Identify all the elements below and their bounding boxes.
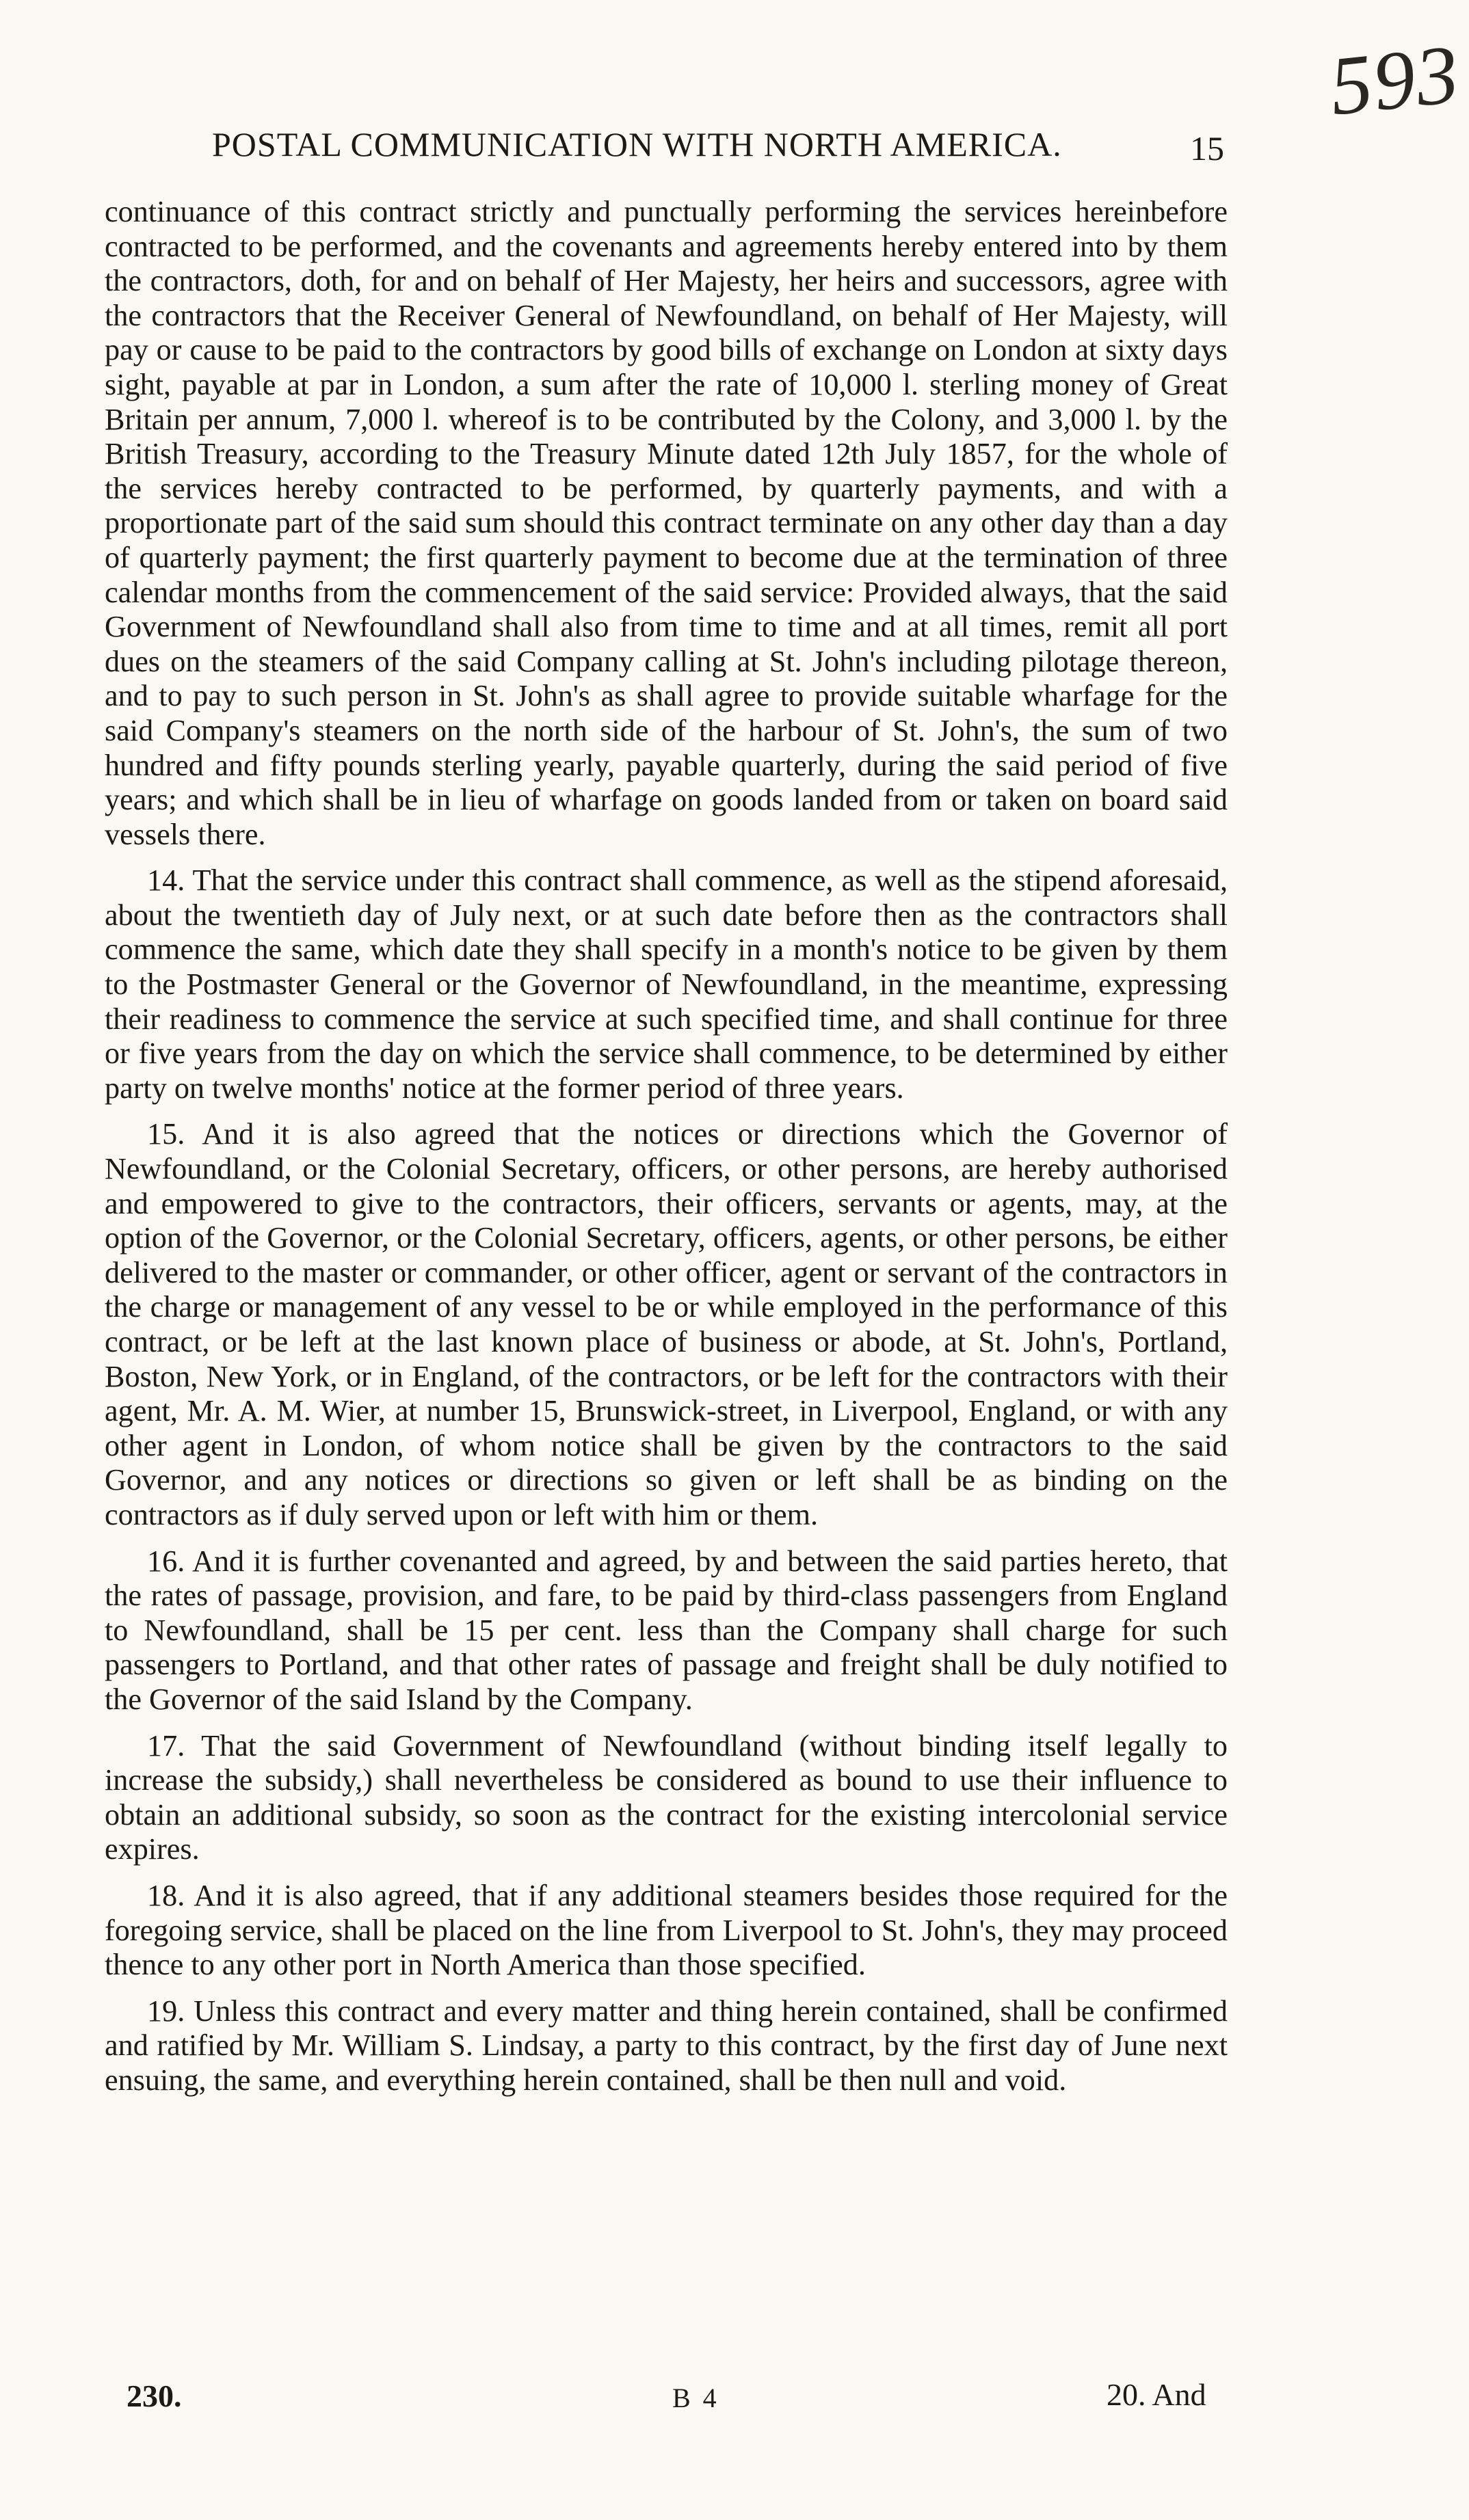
- paragraph-19: 19. Unless this contract and every matter and thing herein contained, shall be confirmed and ratified by Mr. William S. Lindsay, a party to this contract, by the first day of June next ensuing, the same, and everything herein contained, shall be then null and void.: [105, 1994, 1228, 2097]
- handwritten-folio-number: 593: [1325, 27, 1464, 133]
- paragraph-16: 16. And it is further covenanted and agreed, by and between the said parties hereto, that the rates of passage, provision, and fare, to be paid by third-class passengers from England to Newfoundland, shall be 15 per cent. less than the Company shall charge for such passengers to Portland, and that other rates of passage and freight shall be duly notified to the Governor of the said Island by the Company.: [105, 1544, 1228, 1716]
- body-text: [105, 195, 1228, 2097]
- paragraph-continuation: continuance of this contract strictly and punctually performing the services hereinbefore contracted to be performed, and the covenants and agreements hereby entered into by them the contractors, doth, for and on behalf of Her Majesty, her heirs and successors, agree with the contractors that the Receiver General of Newfoundland, on behalf of Her Majesty, will pay or cause to be paid to the contractors by good bills of exchange on London at sixty days sight, payable at par in London, a sum after the rate of 10,000 l. sterling money of Great Britain per annum, 7,000 l. whereof is to be contributed by the Colony, and 3,000 l. by the British Treasury, according to the Treasury Minute dated 12th July 1857, for the whole of the services hereby contracted to be performed, by quarterly payments, and with a proportionate part of the said sum should this contract terminate on any other day than a day of quarterly payment; the first quarterly payment to become due at the termination of three calendar months from the commencement of the said service: Provided always, that the said Government of Newfoundland shall also from time to time and at all times, remit all port dues on the steamers of the said Company calling at St. John's including pilotage thereon, and to pay to such person in St. John's as shall agree to provide suitable wharfage for the said Company's steamers on the north side of the harbour of St. John's, the sum of two hundred and fifty pounds sterling yearly, payable quarterly, during the said period of five years; and which shall be in lieu of wharfage on goods landed from or taken on board said vessels there.: [105, 195, 1228, 851]
- paragraph-17: 17. That the said Government of Newfoundland (without binding itself legally to increase the subsidy,) shall nevertheless be considered as bound to use their influence to obtain an additional subsidy, so soon as the contract for the existing intercolonial service expires.: [105, 1728, 1228, 1866]
- running-head: POSTAL COMMUNICATION WITH NORTH AMERICA.: [212, 125, 1062, 163]
- footer-signature-mark: B 4: [672, 2383, 719, 2413]
- paragraph-14: 14. That the service under this contract shall commence, as well as the stipend aforesaid, about the twentieth day of July next, or at such date before then as the contractors shall commence the same, which date they shall specify in a month's notice to be given by them to the Postmaster General or the Governor of Newfoundland, in the meantime, expressing their readiness to commence the service at such specified time, and shall continue for three or five years from the day on which the service shall commence, to be determined by either party on twelve months' notice at the former period of three years.: [105, 863, 1228, 1105]
- paragraph-15: 15. And it is also agreed that the notices or directions which the Governor of Newfoundland, or the Colonial Secretary, officers, or other persons, are hereby authorised and empowered to give to the contractors, their officers, servants or agents, may, at the option of the Governor, or the Colonial Secretary, officers, agents, or other persons, be either delivered to the master or commander, or other officer, agent or servant of the contractors in the charge or management of any vessel to be or while employed in the performance of this contract, or be left at the last known place of business or abode, at St. John's, Portland, Boston, New York, or in England, of the contractors, or be left for the contractors with their agent, Mr. A. M. Wier, at number 15, Brunswick-street, in Liverpool, England, or with any other agent in London, of whom notice shall be given by the contractors to the said Governor, and any notices or directions so given or left shall be as binding on the contractors as if duly served upon or left with him or them.: [105, 1117, 1228, 1531]
- page-number: 15: [1190, 129, 1224, 167]
- paragraph-18: 18. And it is also agreed, that if any additional steamers besides those required for the foregoing service, shall be placed on the line from Liverpool to St. John's, they may proceed thence to any other port in North America than those specified.: [105, 1878, 1228, 1982]
- footer-catchword: 20. And: [1107, 2377, 1206, 2412]
- footer-document-number: 230.: [127, 2378, 182, 2413]
